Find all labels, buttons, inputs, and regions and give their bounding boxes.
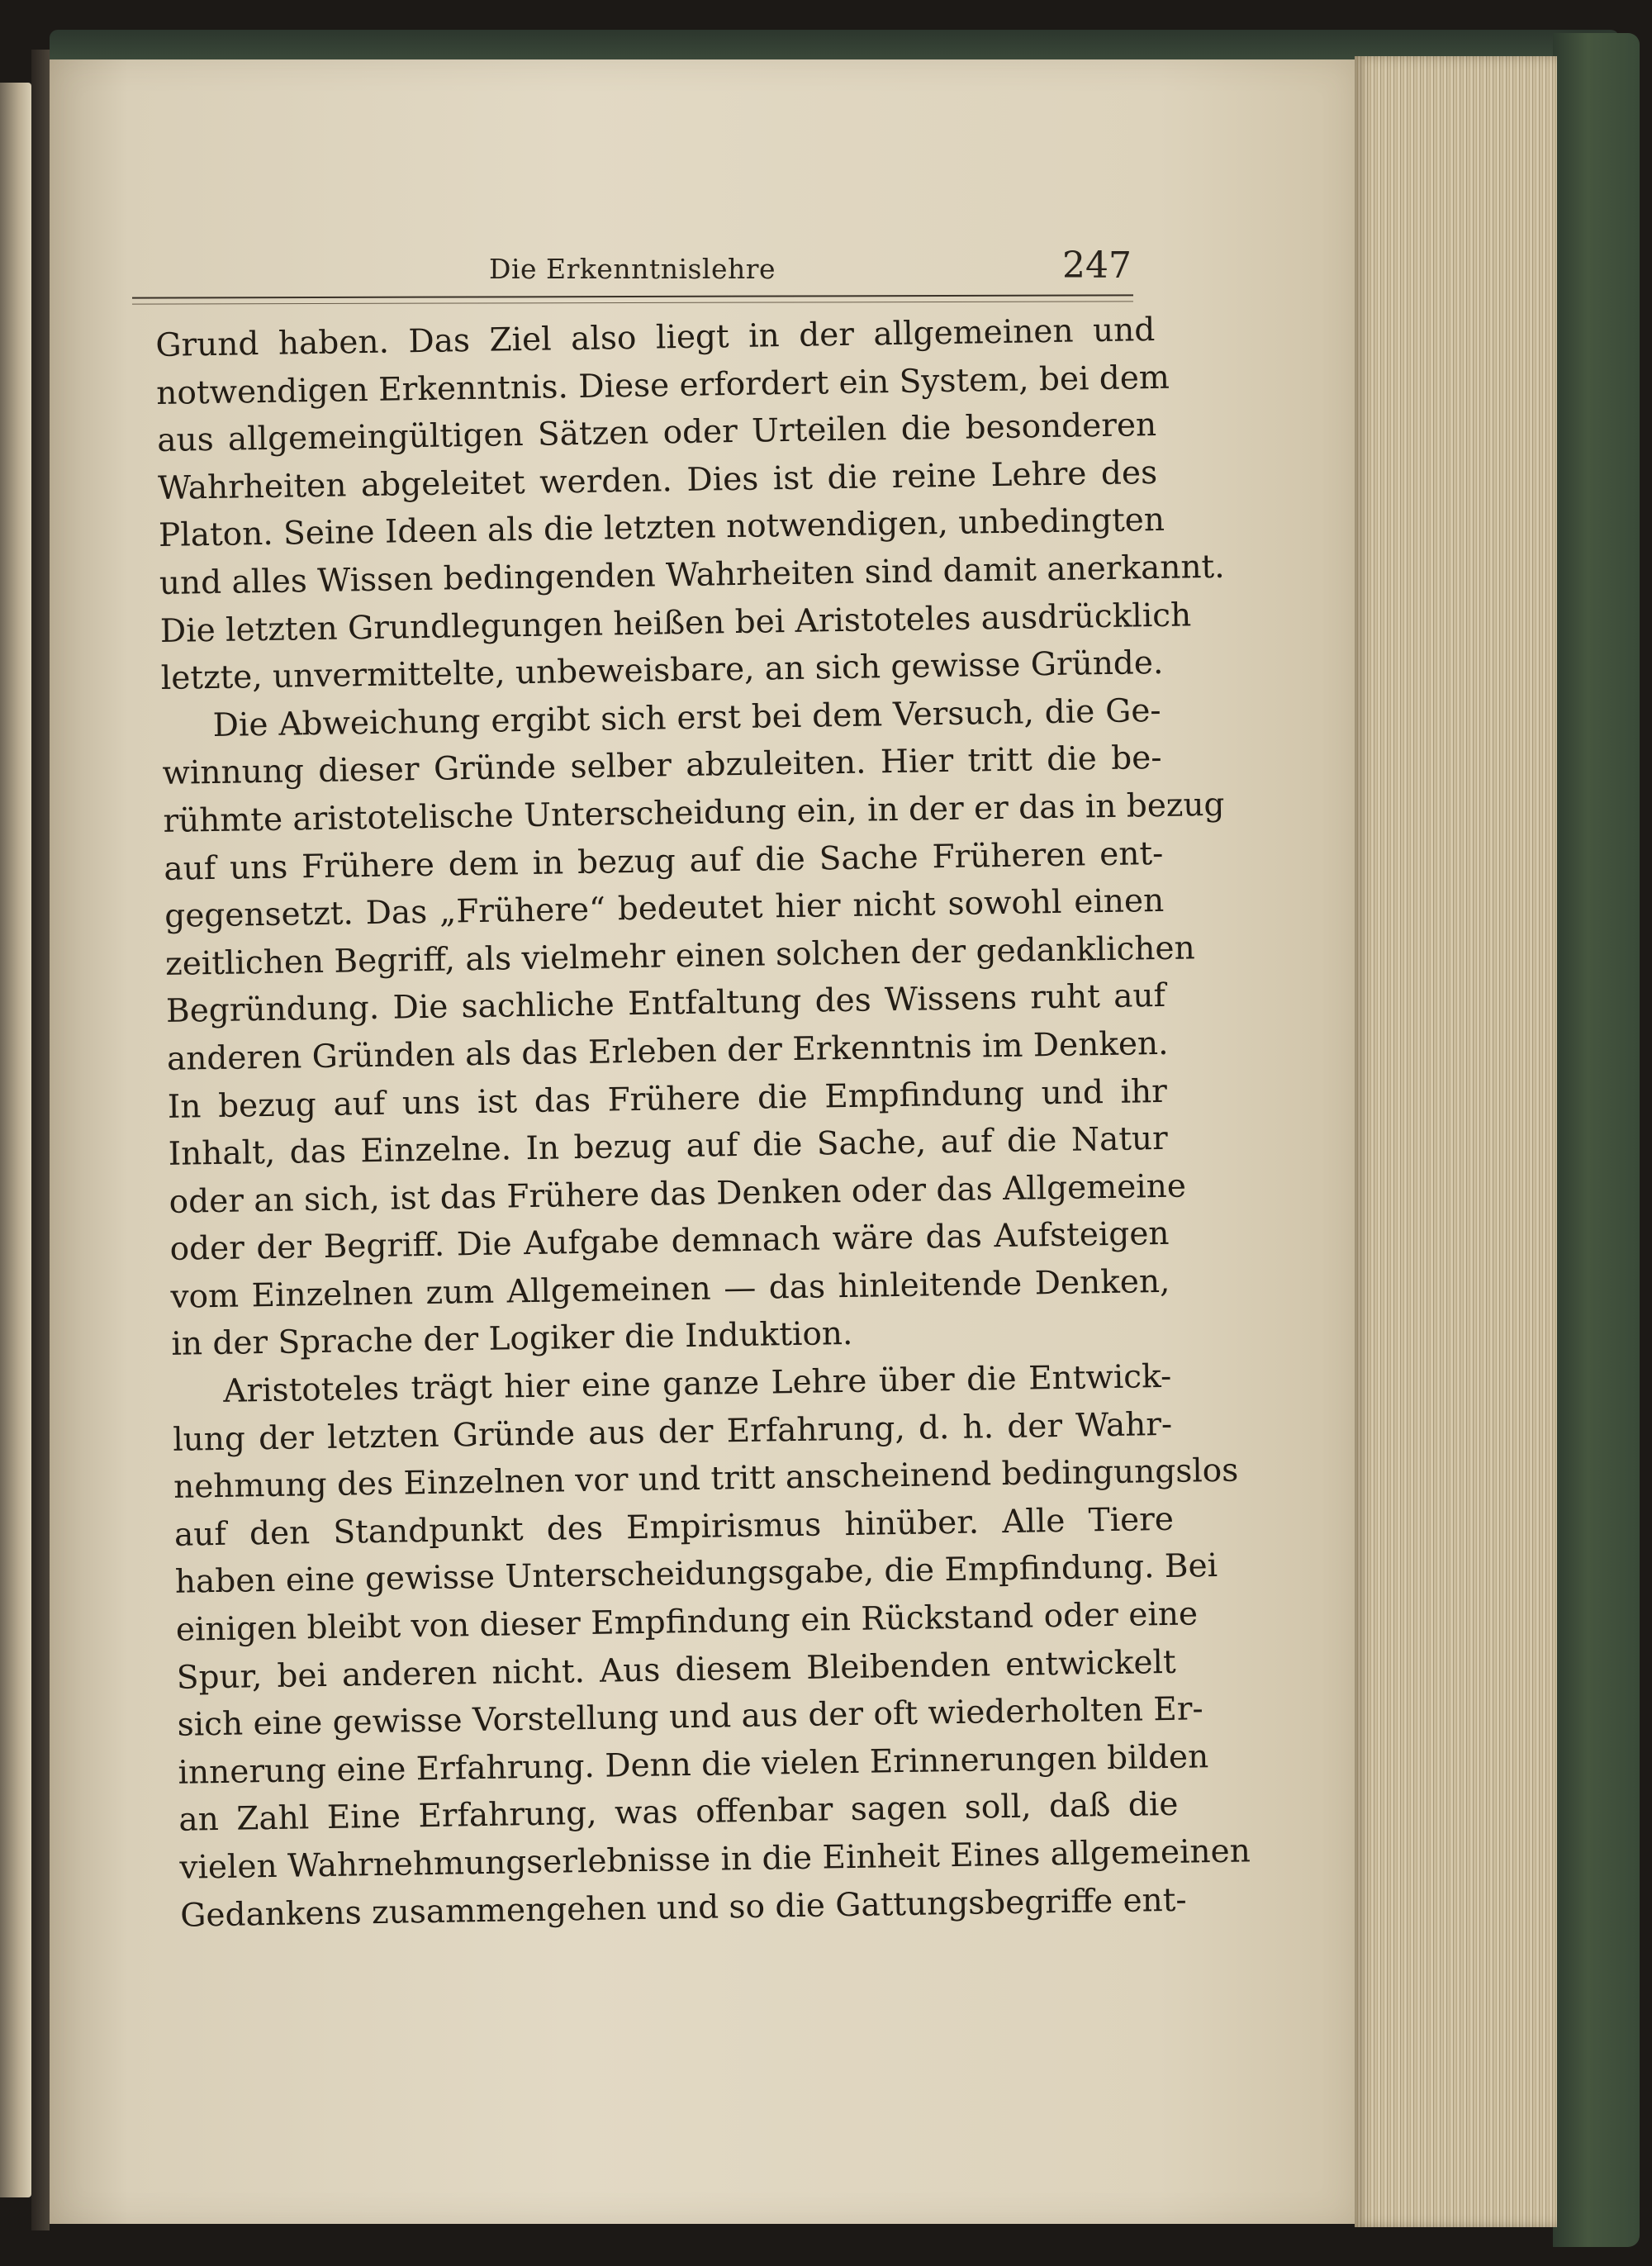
text-line: in der Sprache der Logiker die Induktion. [171, 1315, 853, 1364]
text-line: auf uns Frühere dem in bezug auf die Sache Früheren ent- [164, 834, 1164, 888]
page-stack-edges [1355, 56, 1557, 2227]
text-line: notwendigen Erkenntnis. Diese erfordert ein System, bei dem [155, 359, 1170, 412]
facing-page-edge [0, 83, 31, 2197]
text-line: Die Abweichung ergibt sich erst bei dem Versuch, die Ge- [212, 691, 1161, 744]
text-line: Inhalt, das Einzelne. In bezug auf die Sache, auf die Natur [168, 1119, 1169, 1173]
text-line: vielen Wahrnehmungserlebnisse in die Einheit Eines allgemeinen [179, 1832, 1251, 1887]
text-line: auf den Standpunkt des Empirismus hinüber. Alle Tiere [173, 1500, 1175, 1554]
text-line: aus allgemeingültigen Sätzen oder Urteilen die besonderen [156, 406, 1157, 460]
text-line: sich eine gewisse Vorstellung und aus der oft wiederholten Er- [177, 1690, 1204, 1745]
text-line: lung der letzten Gründe aus der Erfahrung, d. h. der Wahr- [172, 1405, 1173, 1459]
text-line: oder an sich, ist das Frühere das Denken oder das Allgemeine [169, 1167, 1187, 1221]
text-line: haben eine gewisse Unterscheidungsgabe, die Empfindung. Bei [174, 1547, 1218, 1602]
text-line: In bezug auf uns ist das Frühere die Empfindung und ihr [167, 1072, 1168, 1126]
text-line: oder der Begriff. Die Aufgabe demnach wäre das Aufsteigen [169, 1215, 1170, 1269]
page-number: 247 [1062, 245, 1132, 287]
text-line: rühmte aristotelische Unterscheidung ein, in der er das in bezug [163, 786, 1225, 840]
text-line: vom Einzelnen zum Allgemeinen — das hinleitende Denken, [170, 1262, 1170, 1316]
text-line: Begründung. Die sachliche Entfaltung des Wissens ruht auf [165, 977, 1166, 1031]
text-line: innerung eine Erfahrung. Denn die vielen Erinnerungen bilden [178, 1738, 1209, 1792]
running-title: Die Erkenntnislehre [489, 253, 776, 285]
book-gutter [31, 50, 50, 2230]
text-line: Grund haben. Das Ziel also liegt in der allgemeinen und [155, 311, 1156, 364]
text-line: nehmung des Einzelnen vor und tritt anscheinend bedingungslos [173, 1451, 1239, 1507]
text-line: Wahrheiten abgeleitet werden. Dies ist die reine Lehre des [157, 454, 1158, 507]
text-line: an Zahl Eine Erfahrung, was offenbar sagen soll, daß die [178, 1786, 1179, 1840]
text-line: gegensetzt. Das „Frühere“ bedeutet hier nicht sowohl einen [164, 882, 1165, 936]
text-line: Aristoteles trägt hier eine ganze Lehre über die Entwick- [222, 1357, 1172, 1410]
text-line: Gedankens zusammengehen und so die Gattungsbegriffe ent- [179, 1881, 1187, 1935]
text-line: und alles Wissen bedingenden Wahrheiten sind damit anerkannt. [159, 548, 1225, 602]
text-line: winnung dieser Gründe selber abzuleiten. Hier tritt die be- [162, 739, 1162, 793]
book-cover-right-edge [1553, 33, 1640, 2247]
text-line: Die letzten Grundlegungen heißen bei Aristoteles ausdrücklich [159, 596, 1192, 650]
text-line: Spur, bei anderen nicht. Aus diesem Bleibenden entwickelt [176, 1643, 1176, 1697]
running-header [489, 245, 1132, 289]
text-line: anderen Gründen als das Erleben der Erkenntnis im Denken. [166, 1024, 1169, 1078]
text-line: letzte, unvermittelte, unbeweisbare, an sich gewisse Gründe. [160, 644, 1164, 698]
text-line: einigen bleibt von dieser Empfindung ein Rückstand oder eine [175, 1595, 1199, 1649]
body-text [155, 306, 1251, 1940]
text-line: Platon. Seine Ideen als die letzten notwendigen, unbedingten [158, 501, 1165, 555]
text-line: zeitlichen Begriff, als vielmehr einen solchen der gedanklichen [164, 929, 1196, 983]
